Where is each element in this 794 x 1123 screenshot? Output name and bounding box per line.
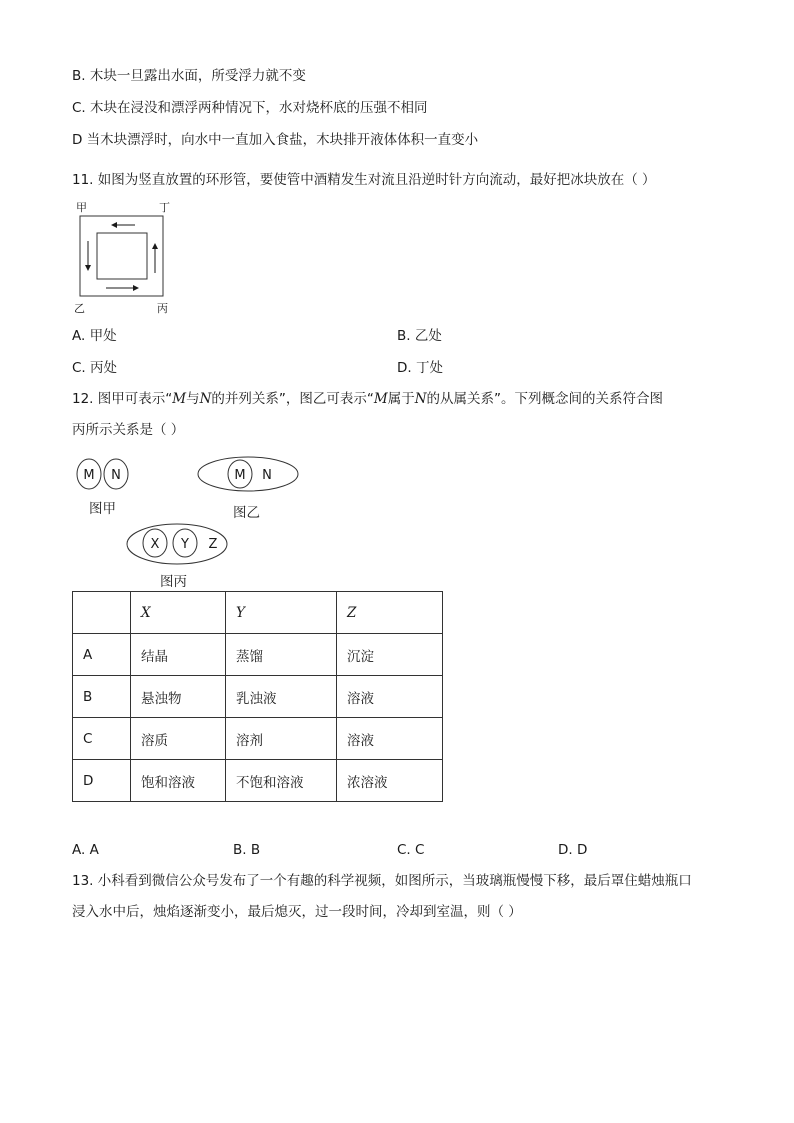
bing-label-x: X	[150, 537, 160, 552]
q12-option-c: C. C	[397, 842, 425, 858]
ring-tube-inner	[97, 233, 147, 279]
yi-outer-ellipse	[198, 457, 298, 491]
ring-tube-outer	[80, 216, 163, 296]
q13-stem-line2: 浸入水中后，烛焰逐渐变小，最后熄灭，过一段时间，冷却到室温，则（ ）	[72, 904, 522, 920]
table-cell: 乳浊液	[226, 676, 337, 718]
table-cell: 溶液	[337, 676, 443, 718]
table-row	[73, 718, 443, 760]
caption-bing: 图丙	[160, 574, 187, 590]
table-header-cell: Z	[337, 592, 443, 634]
table-cell: 悬浊物	[131, 676, 226, 718]
table-header-cell	[73, 592, 131, 634]
table-header-cell: Y	[226, 592, 337, 634]
table-row	[73, 634, 443, 676]
table-cell: 结晶	[131, 634, 226, 676]
table-cell: 不饱和溶液	[226, 760, 337, 802]
table-cell: B	[73, 676, 131, 718]
q13-stem-line1: 13. 小科看到微信公众号发布了一个有趣的科学视频，如图所示，当玻璃瓶慢慢下移，最后罩住蜡烛瓶口	[72, 873, 692, 889]
table-cell: 浓溶液	[337, 760, 443, 802]
q12-option-b: B. B	[233, 842, 261, 858]
q11-option-c: C. 丙处	[72, 360, 118, 376]
q12-stem-line1: 12. 图甲可表示“M与N的并列关系”，图乙可表示“M属于N的从属关系”。下列概念间的关系符合图	[72, 391, 664, 407]
q11-option-b: B. 乙处	[397, 328, 442, 344]
table-row	[73, 676, 443, 718]
jia-label-n: N	[111, 468, 121, 483]
table-cell: 蒸馏	[226, 634, 337, 676]
q12-option-a: A. A	[72, 842, 99, 858]
table-cell: A	[73, 634, 131, 676]
corner-label-bing: 丙	[157, 302, 168, 315]
table-header-row	[73, 592, 443, 634]
yi-label-m: M	[234, 468, 246, 483]
corner-label-ding: 丁	[159, 201, 170, 214]
q11-stem: 11. 如图为竖直放置的环形管，要使管中酒精发生对流且沿逆时针方向流动，最好把冰块放在（ ）	[72, 172, 656, 188]
q11-ring-tube-figure	[70, 198, 180, 318]
q12-figure-bing	[124, 520, 234, 568]
prev-option-b: B. 木块一旦露出水面，所受浮力就不变	[72, 68, 306, 84]
bing-label-z: Z	[208, 537, 218, 552]
prev-option-c: C. 木块在浸没和漂浮两种情况下，水对烧杯底的压强不相同	[72, 100, 428, 116]
caption-yi: 图乙	[233, 505, 260, 521]
bing-label-y: Y	[181, 537, 189, 552]
q12-stem-line2: 丙所示关系是（ ）	[72, 422, 185, 438]
table-row	[73, 760, 443, 802]
table-cell: 溶液	[337, 718, 443, 760]
q12-options-table	[72, 591, 443, 802]
table-cell: 沉淀	[337, 634, 443, 676]
jia-label-m: M	[83, 468, 95, 483]
q12-option-d: D. D	[558, 842, 588, 858]
table-header-cell: X	[131, 592, 226, 634]
table-cell: 溶剂	[226, 718, 337, 760]
q12-figures-jia-yi	[70, 452, 310, 496]
corner-label-yi: 乙	[74, 302, 85, 315]
table-cell: 溶质	[131, 718, 226, 760]
q11-option-d: D. 丁处	[397, 360, 443, 376]
table-cell: D	[73, 760, 131, 802]
table-cell: 饱和溶液	[131, 760, 226, 802]
caption-jia: 图甲	[89, 501, 116, 517]
q11-option-a: A. 甲处	[72, 328, 117, 344]
yi-label-n: N	[262, 468, 272, 483]
prev-option-d: D 当木块漂浮时，向水中一直加入食盐，木块排开液体体积一直变小	[72, 132, 479, 148]
corner-label-jia: 甲	[76, 201, 87, 214]
table-cell: C	[73, 718, 131, 760]
